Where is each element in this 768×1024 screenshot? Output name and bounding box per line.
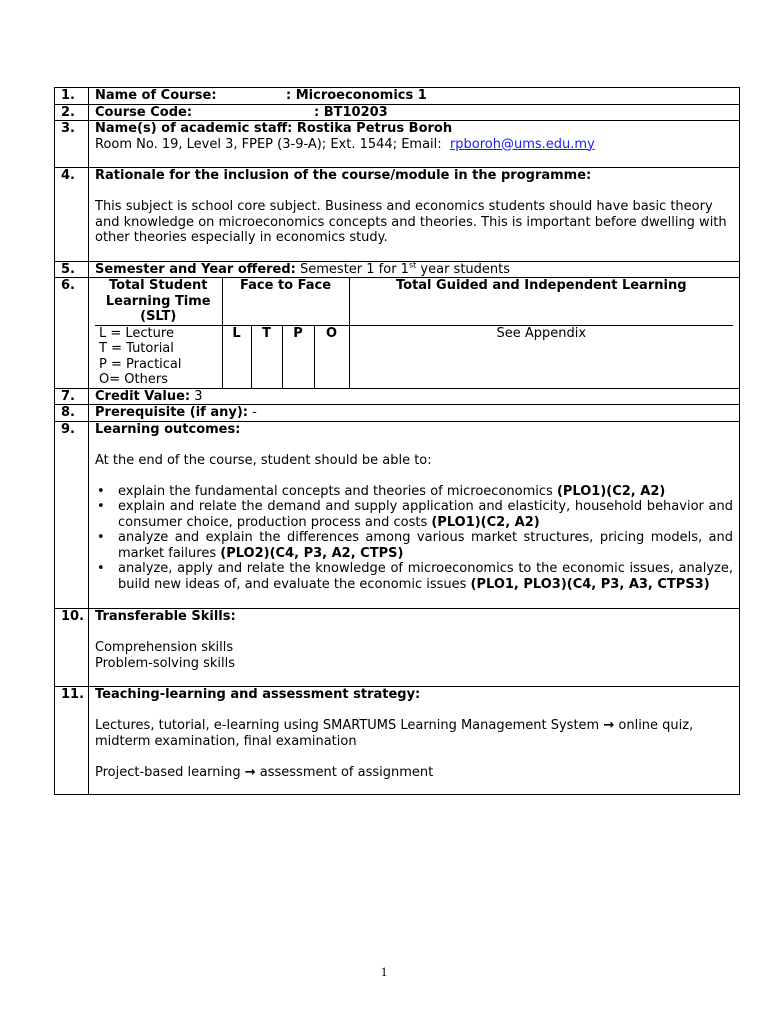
rationale-text: This subject is school core subject. Business and economics students should have basic theory and knowledge on microeconomics concepts and theories. This is important before dwelling with other theories especially in economics study. [95,199,727,245]
row-transferable-skills [55,609,740,687]
row-semester [55,261,740,278]
row-number: 7. [55,388,89,405]
credit-label: Credit Value: [95,388,191,404]
rationale-heading: Rationale for the inclusion of the course/module in the programme: [95,168,592,183]
row-number: 1. [55,88,89,105]
staff-email-link[interactable]: rpboroh@ums.edu.my [449,136,595,152]
row-number: 8. [55,405,89,422]
code-lecture: L [222,325,251,388]
course-name-value: : Microeconomics 1 [286,88,427,103]
arrow-right-icon: → [603,718,615,733]
credit-value: 3 [194,388,203,404]
row-slt [55,278,740,389]
staff-name: Rostika Petrus Boroh [296,121,453,136]
prerequisite-label: Prerequisite (if any): [95,405,248,420]
code-tutorial: T [251,325,282,388]
slt-heading: Total Student Learning Time (SLT) [95,278,222,325]
code-practical: P [282,325,314,388]
list-item: • explain the fundamental concepts and theories of microeconomics (PLO1)(C2, A2) [118,484,733,500]
staff-details: Room No. 19, Level 3, FPEP (3-9-A); Ext. 1544; Email: [95,136,442,152]
strategy-line-1: Lectures, tutorial, e-learning using SMARTUMS Learning Management System → online quiz, midterm examination, final examination [95,718,694,749]
slt-table [95,278,733,388]
row-number: 10. [55,609,89,687]
row-teaching-strategy [55,687,740,795]
row-number: 3. [55,121,89,168]
row-number: 9. [55,421,89,609]
outcomes-intro: At the end of the course, student should be able to: [95,452,432,468]
course-name-label: Name of Course: [95,88,217,103]
row-number: 5. [55,261,89,278]
semester-value: Semester 1 for 1st year students [300,260,511,277]
row-prerequisite [55,405,740,422]
row-course-code [55,104,740,121]
course-code-value: : BT10203 [314,104,388,120]
slt-legend: L = Lecture T = Tutorial P = Practical O= Others [95,325,222,388]
row-number: 2. [55,104,89,121]
face-to-face-heading: Face to Face [222,278,349,325]
row-number: 11. [55,687,89,795]
row-learning-outcomes [55,421,740,609]
list-item: • explain and relate the demand and supply application and elasticity, household behavior and consumer choice, production process and costs (PLO1)(C2, A2) [118,499,733,530]
skills-heading: Transferable Skills: [95,609,236,624]
outcomes-heading: Learning outcomes: [95,421,241,437]
arrow-right-icon: → [244,764,256,780]
page-number: 1 [380,964,388,979]
guided-learning-value: See Appendix [349,325,733,388]
guided-learning-heading: Total Guided and Independent Learning [349,278,733,325]
row-number: 6. [55,278,89,389]
prerequisite-value: - [252,405,257,420]
code-others: O [314,325,349,388]
skill-item: Problem-solving skills [95,655,236,671]
row-rationale [55,168,740,262]
course-code-label: Course Code: [95,104,193,120]
row-academic-staff [55,121,740,168]
staff-label: Name(s) of academic staff: [95,121,293,136]
semester-label: Semester and Year offered: [95,261,296,277]
row-credit-value [55,388,740,405]
course-info-table [54,87,740,795]
strategy-heading: Teaching-learning and assessment strategy: [95,687,421,702]
outcomes-list [95,484,733,593]
list-item: • analyze and explain the differences among various market structures, pricing models, and market failures (PLO2)(C4, P3, A2, CTPS) [118,530,733,561]
row-course-name [55,88,740,105]
skill-item: Comprehension skills [95,640,234,655]
strategy-line-2: Project-based learning → assessment of assignment [95,764,434,780]
row-number: 4. [55,168,89,262]
list-item: • analyze, apply and relate the knowledge of microeconomics to the economic issues, analyze, build new ideas of, and evaluate the economic issues (PLO1, PLO3)(C4, P3, A3, CTPS3) [118,561,733,592]
